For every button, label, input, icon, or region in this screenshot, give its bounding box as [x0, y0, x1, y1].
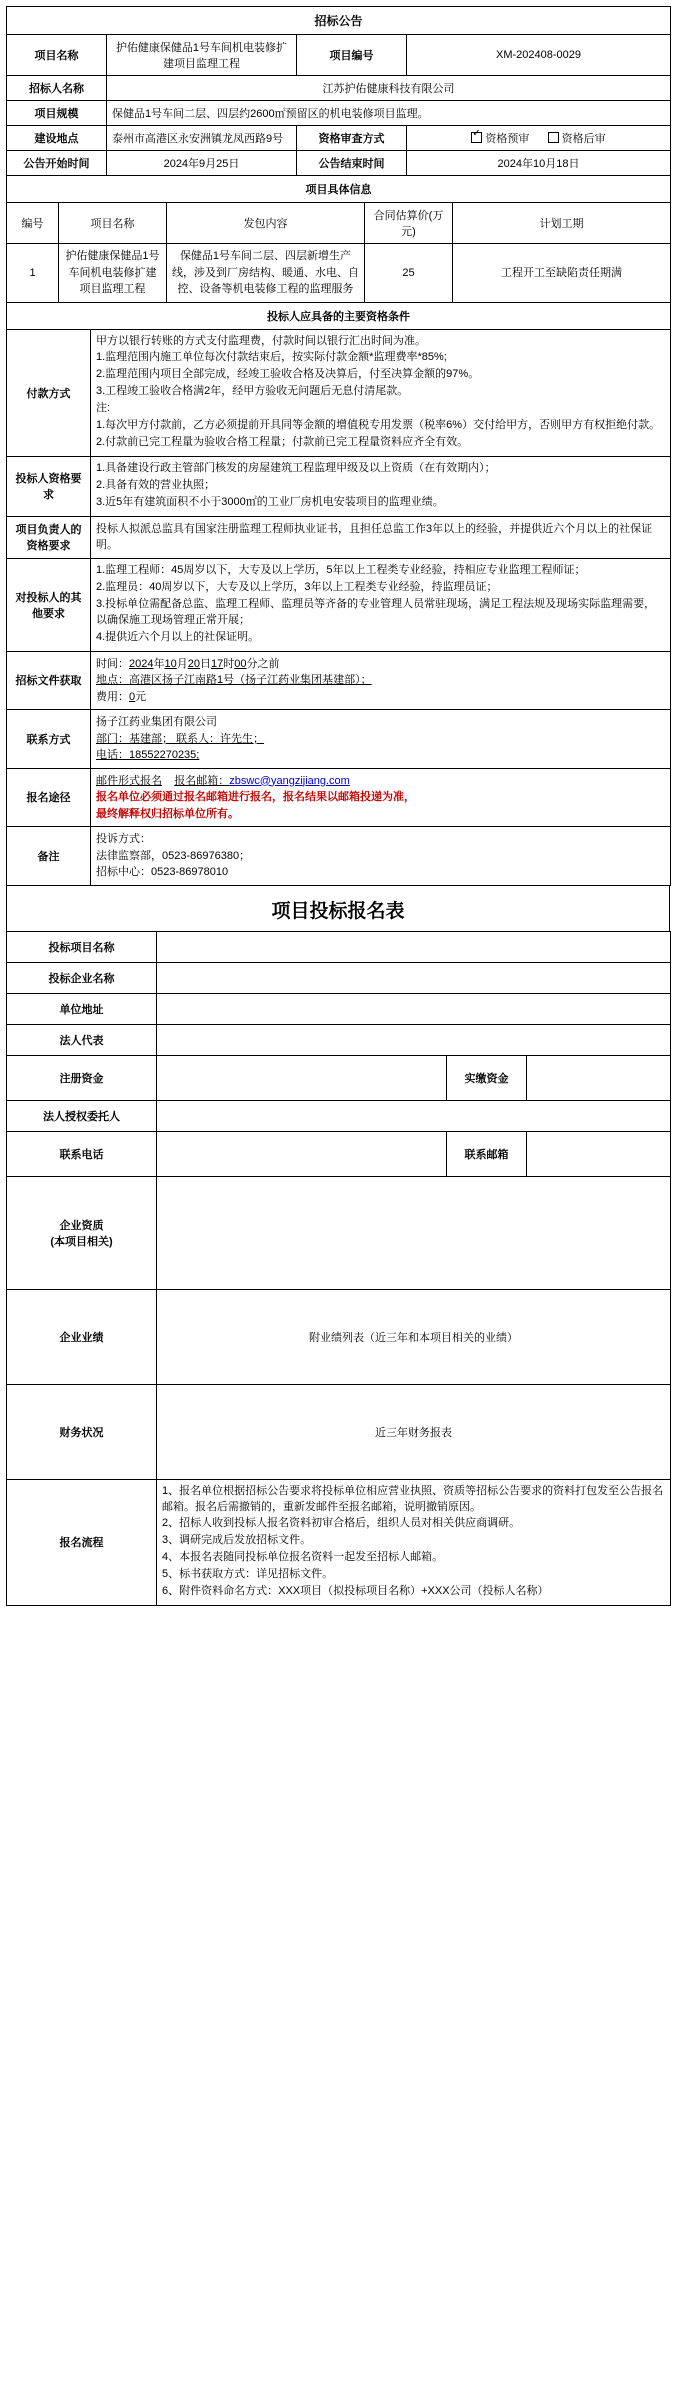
qualification-method-options — [407, 126, 671, 151]
column-no: 编号 — [7, 203, 59, 244]
bidder-qualification-label: 投标人资格要求 — [7, 457, 91, 517]
qualification-table — [6, 302, 671, 886]
column-content: 发包内容 — [167, 203, 365, 244]
project-number-label: 项目编号 — [297, 35, 407, 76]
time-day-unit: 日 — [199, 657, 211, 670]
bidder-org-value: 江苏护佑健康科技有限公司 — [107, 76, 671, 101]
form-process-value — [157, 1479, 671, 1606]
detail-column-header-row — [7, 203, 671, 244]
form-email-input[interactable] — [527, 1131, 671, 1176]
postqualification-label: 资格后审 — [561, 133, 606, 145]
form-authorized-person-row — [7, 1100, 671, 1131]
payment-row — [7, 329, 671, 457]
time-hour: 17 — [210, 657, 224, 670]
list-item: 6、附件资料命名方式：XXX项目（拟投标项目名称）+XXX公司（投标人名称） — [162, 1585, 549, 1598]
form-company-name-input[interactable] — [157, 962, 671, 993]
fee-unit: 元 — [135, 690, 147, 703]
project-scale-row — [7, 101, 671, 126]
remark-row — [7, 827, 671, 886]
acquisition-fee-line — [96, 689, 665, 706]
list-item: 4、本报名表随同投标单位报名资料一起发至招标人邮箱。 — [162, 1551, 444, 1564]
table-row — [7, 244, 671, 303]
bidder-org-label: 招标人名称 — [7, 76, 107, 101]
form-paid-capital-input[interactable] — [527, 1055, 671, 1100]
prequalification-label: 资格预审 — [485, 133, 530, 145]
form-legal-rep-label: 法人代表 — [7, 1024, 157, 1055]
document-acquisition-value — [91, 651, 671, 710]
list-item: 5、标书获取方式：详见招标文件。 — [162, 1568, 334, 1581]
form-project-name-row — [7, 931, 671, 962]
row-project-name: 护佑健康保健品1号车间机电装修扩建项目监理工程 — [59, 244, 167, 303]
form-enterprise-qual-input[interactable] — [157, 1176, 671, 1289]
apply-method: 邮件形式报名 — [96, 774, 162, 787]
end-time-value: 2024年10月18日 — [407, 151, 671, 176]
form-address-input[interactable] — [157, 993, 671, 1024]
form-process-row — [7, 1479, 671, 1606]
form-company-name-row — [7, 962, 671, 993]
form-authorized-person-label: 法人授权委托人 — [7, 1100, 157, 1131]
form-performance-value[interactable]: 附业绩列表（近三年和本项目相关的业绩） — [157, 1289, 671, 1384]
column-period: 计划工期 — [453, 203, 671, 244]
fee-value: 0 — [129, 690, 136, 703]
list-item: 甲方以银行转账的方式支付监理费，付款时间以银行汇出时间为准。 — [96, 334, 426, 347]
other-requirement-label: 对投标人的其他要求 — [7, 558, 91, 651]
list-item: 注: — [96, 402, 111, 415]
row-price: 25 — [365, 244, 453, 303]
form-finance-row — [7, 1384, 671, 1479]
form-performance-row — [7, 1289, 671, 1384]
time-minute: 00 — [234, 657, 247, 670]
form-finance-value[interactable]: 近三年财务报表 — [157, 1384, 671, 1479]
other-requirement-value — [91, 558, 671, 651]
form-legal-rep-input[interactable] — [157, 1024, 671, 1055]
column-price: 合同估算价(万元) — [365, 203, 453, 244]
form-enterprise-qual-label-line1: 企业资质 — [59, 1219, 104, 1232]
list-item: 3、调研完成后发放招标文件。 — [162, 1534, 312, 1547]
form-phone-input[interactable] — [157, 1131, 447, 1176]
apply-email-label: 报名邮箱： — [174, 774, 230, 787]
contact-label: 联系方式 — [7, 710, 91, 769]
list-item: 3.工程竣工验收合格满2年，经甲方验收无问题后无息付清尾款。 — [96, 385, 409, 398]
project-number-value: XM-202408-0029 — [407, 35, 671, 76]
prequalification-checkbox[interactable] — [471, 133, 529, 145]
list-item: 2.监理员：40周岁以下，大专及以上学历，3年以上工程类专业经验，持监理员证； — [96, 580, 498, 593]
list-item: 1.具备建设行政主管部门核发的房屋建筑工程监理甲级及以上资质（在有效期内）； — [96, 462, 496, 475]
acquisition-time-line — [96, 656, 665, 673]
detail-header-row — [7, 176, 671, 203]
start-time-value: 2024年9月25日 — [107, 151, 297, 176]
qual-header: 投标人应具备的主要资格条件 — [7, 302, 671, 329]
remark-line: 招标中心：0523-86978010 — [96, 866, 229, 879]
row-period: 工程开工至缺陷责任期满 — [453, 244, 671, 303]
form-process-label: 报名流程 — [7, 1479, 157, 1606]
bidder-org-row — [7, 76, 671, 101]
postqualification-checkbox[interactable] — [548, 133, 606, 145]
contact-dept-person: 部门：基建部； 联系人：许先生； — [96, 732, 265, 745]
time-prefix: 时间： — [96, 657, 129, 670]
row-content: 保健品1号车间二层、四层新增生产线，涉及到厂房结构、暖通、水电、自控、设备等机电装修工程的监理服务 — [167, 244, 365, 303]
form-capital-row — [7, 1055, 671, 1100]
other-requirement-row — [7, 558, 671, 651]
list-item: 2、招标人收到投标人报名资料初审合格后，组织人员对相关供应商调研。 — [162, 1517, 521, 1530]
project-name-value: 护佑健康保健品1号车间机电装修扩建项目监理工程 — [107, 35, 297, 76]
form-phone-row — [7, 1131, 671, 1176]
form-phone-label: 联系电话 — [7, 1131, 157, 1176]
form-enterprise-qual-row — [7, 1176, 671, 1289]
apply-channel-value — [91, 768, 671, 827]
form-company-name-label: 投标企业名称 — [7, 962, 157, 993]
fee-prefix: 费用： — [96, 690, 129, 703]
list-item: 3.近5年有建筑面积不小于3000㎡的工业厂房机电安装项目的监理业绩。 — [96, 495, 444, 508]
time-day: 20 — [187, 657, 200, 670]
form-project-name-label: 投标项目名称 — [7, 931, 157, 962]
detail-table — [6, 175, 671, 303]
form-performance-label: 企业业绩 — [7, 1289, 157, 1384]
list-item: 2.付款前已完工程量为验收合格工程量；付款前已完工程量资料应齐全有效。 — [96, 436, 469, 449]
list-item: 2.监理范围内项目全部完成，经竣工验收合格及决算后，付至决算金额的97%。 — [96, 368, 480, 381]
document-acquisition-label: 招标文件获取 — [7, 651, 91, 710]
pm-requirement-label: 项目负责人的资格要求 — [7, 516, 91, 558]
apply-email-line — [96, 773, 665, 790]
remark-line: 法律监察部，0523-86976380； — [96, 849, 251, 862]
apply-notice-line2: 最终解释权归招标单位所有。 — [96, 807, 239, 820]
apply-notice-line1: 报名单位必须通过报名邮箱进行报名，报名结果以邮箱投递为准， — [96, 791, 415, 804]
list-item: 1、报名单位根据招标公告要求将投标单位相应营业执照、资质等招标公告要求的资料打包发至公告报名邮箱。报名后需撤销的，重新发邮件至报名邮箱，说明撤销原因。 — [162, 1484, 664, 1513]
form-paid-capital-label: 实缴资金 — [447, 1055, 527, 1100]
form-email-label: 联系邮箱 — [447, 1131, 527, 1176]
project-name-label: 项目名称 — [7, 35, 107, 76]
list-item: 1.每次甲方付款前，乙方必须提前开具同等金额的增值税专用发票（税率6%）交付给甲方，否则甲方有权拒绝付款。 — [96, 419, 661, 432]
form-registered-capital-label: 注册资金 — [7, 1055, 157, 1100]
checkbox-checked-icon — [471, 132, 482, 143]
list-item: 4.提供近六个月以上的社保证明。 — [96, 630, 260, 643]
pm-requirement-value: 投标人拟派总监具有国家注册监理工程师执业证书，且担任总监工作3年以上的经验，并提供近六个月以上的社保证明。 — [91, 516, 671, 558]
location-value: 泰州市高港区永安洲镇龙凤西路9号 — [107, 126, 297, 151]
apply-channel-row — [7, 768, 671, 827]
remark-value — [91, 827, 671, 886]
form-registered-capital-input[interactable] — [157, 1055, 447, 1100]
time-year-unit: 年 — [153, 657, 165, 670]
form-legal-rep-row — [7, 1024, 671, 1055]
doc-title-row — [7, 7, 671, 35]
document-acquisition-row — [7, 651, 671, 710]
qual-header-row — [7, 302, 671, 329]
time-month-unit: 月 — [176, 657, 188, 670]
start-time-label: 公告开始时间 — [7, 151, 107, 176]
project-scale-value: 保健品1号车间二层、四层约2600㎡预留区的机电装修项目监理。 — [107, 101, 671, 126]
form-project-name-input[interactable] — [157, 931, 671, 962]
form-authorized-person-input[interactable] — [157, 1100, 671, 1131]
bidder-qualification-value — [91, 457, 671, 517]
form-address-label: 单位地址 — [7, 993, 157, 1024]
list-item: 1.监理工程师：45周岁以下，大专及以上学历，5年以上工程类专业经验，持相应专业监理工程师证； — [96, 563, 586, 576]
contact-company: 扬子江药业集团有限公司 — [96, 716, 217, 729]
remark-line: 投诉方式： — [96, 833, 151, 846]
end-time-label: 公告结束时间 — [297, 151, 407, 176]
form-address-row — [7, 993, 671, 1024]
qualification-method-label: 资格审查方式 — [297, 126, 407, 151]
announcement-table — [6, 6, 671, 176]
row-no: 1 — [7, 244, 59, 303]
column-project-name: 项目名称 — [59, 203, 167, 244]
time-year: 2024 — [129, 657, 154, 670]
list-item: 1.监理范围内施工单位每次付款结束后，按实际付款金额*监理费率*85%; — [96, 351, 447, 364]
checkbox-empty-icon — [548, 132, 559, 143]
project-name-row — [7, 35, 671, 76]
form-enterprise-qual-label-line2: (本项目相关) — [50, 1235, 113, 1248]
list-item: 3.投标单位需配备总监、监理工程师、监理员等齐备的专业管理人员常驻现场，满足工程法规及现场实际监理需要，以确保施工现场管理正常开展； — [96, 597, 656, 626]
acquisition-place-line: 地点：高港区扬子江南路1号（扬子江药业集团基建部）； — [96, 674, 372, 687]
contact-phone: 电话：18552270235; — [96, 749, 200, 762]
detail-header: 项目具体信息 — [7, 176, 671, 203]
time-minute-unit: 分之前 — [246, 657, 280, 670]
location-row — [7, 126, 671, 151]
location-label: 建设地点 — [7, 126, 107, 151]
list-item: 2.具备有效的营业执照； — [96, 479, 216, 491]
apply-channel-label: 报名途径 — [7, 768, 91, 827]
remark-label: 备注 — [7, 827, 91, 886]
time-month: 10 — [164, 657, 177, 670]
registration-form-table — [6, 931, 671, 1607]
project-scale-label: 项目规模 — [7, 101, 107, 126]
payment-value — [91, 329, 671, 457]
apply-email-address[interactable]: zbswc@yangzijiang.com — [229, 774, 350, 787]
form-title: 项目投标报名表 — [6, 886, 670, 932]
doc-title: 招标公告 — [7, 7, 671, 35]
contact-row — [7, 710, 671, 769]
announcement-period-row — [7, 151, 671, 176]
contact-value — [91, 710, 671, 769]
bidder-qualification-row — [7, 457, 671, 517]
time-hour-unit: 时 — [223, 657, 235, 670]
pm-requirement-row — [7, 516, 671, 558]
payment-label: 付款方式 — [7, 329, 91, 457]
form-enterprise-qual-label — [7, 1176, 157, 1289]
form-finance-label: 财务状况 — [7, 1384, 157, 1479]
